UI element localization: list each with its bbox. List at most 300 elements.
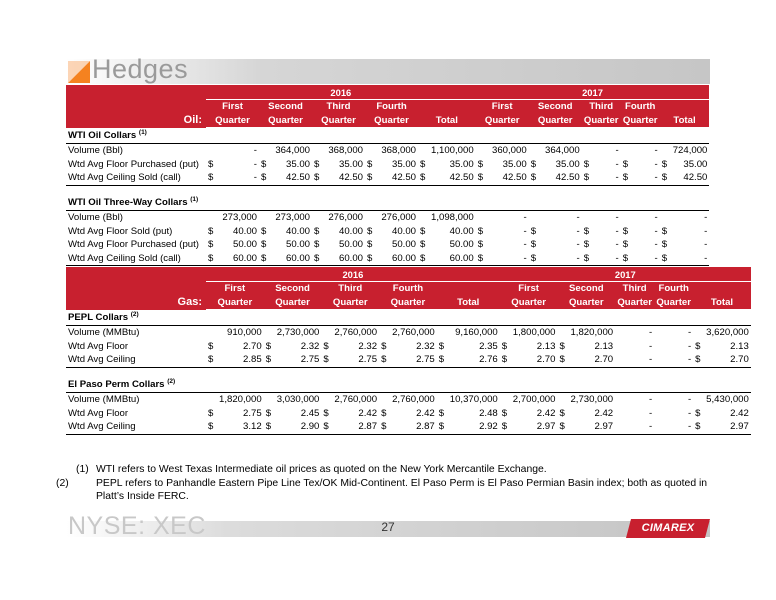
column-header — [437, 282, 500, 296]
value-cell: 2.48 — [479, 407, 498, 419]
footnote-number: (2) — [56, 478, 69, 489]
year-label: 2017 — [476, 85, 710, 100]
currency-symbol: $ — [582, 171, 593, 185]
value-cell: 3,030,000 — [276, 394, 320, 406]
currency-symbol: $ — [314, 158, 320, 170]
value-cell: 2.13 — [730, 340, 749, 352]
column-header: Quarter — [529, 113, 582, 128]
spacer-row — [66, 367, 751, 377]
section-title — [66, 195, 709, 211]
currency-symbol: $ — [529, 252, 540, 266]
currency-symbol — [615, 353, 626, 367]
currency-symbol: $ — [314, 239, 320, 251]
value-cell: - — [253, 158, 257, 170]
column-header: First — [476, 100, 529, 114]
value-cell: 2.87 — [390, 420, 437, 434]
currency-symbol: $ — [265, 340, 272, 352]
value-cell: 364,000 — [540, 144, 582, 158]
column-header: Second — [259, 100, 312, 114]
value-cell: - — [626, 326, 654, 340]
footnote-ref: (2) — [130, 311, 139, 319]
currency-symbol — [615, 392, 626, 406]
currency-symbol: $ — [695, 407, 701, 419]
column-header: Fourth — [654, 282, 693, 296]
currency-symbol: $ — [208, 407, 214, 419]
value-cell: - — [615, 158, 619, 170]
currency-symbol: $ — [661, 225, 668, 237]
section-title — [66, 128, 709, 144]
currency-symbol — [321, 326, 332, 340]
value-cell: 60.00 — [376, 252, 418, 266]
column-header: Quarter — [500, 295, 558, 310]
value-cell: 42.50 — [429, 171, 476, 185]
currency-symbol: $ — [261, 225, 267, 237]
gas-hedges-table — [66, 267, 751, 435]
row-label: Wtd Avg Floor Sold (put) — [68, 225, 173, 237]
year-label: 2017 — [500, 267, 751, 282]
currency-symbol: $ — [381, 407, 387, 419]
value-cell: 2.42 — [358, 407, 378, 419]
currency-symbol: $ — [621, 171, 632, 185]
column-header: Quarter — [264, 295, 322, 310]
column-header: Quarter — [621, 113, 660, 128]
currency-symbol — [206, 326, 217, 340]
currency-symbol — [693, 392, 704, 406]
footnote-ref: (2) — [167, 378, 176, 386]
column-header: Total — [437, 295, 500, 310]
currency-symbol: $ — [420, 158, 426, 170]
column-header: Second — [529, 100, 582, 114]
section-title-text: PEPL Collars — [68, 312, 129, 324]
value-cell: - — [626, 392, 654, 406]
value-cell: - — [487, 210, 529, 224]
currency-symbol: $ — [621, 252, 632, 266]
column-header: Third — [582, 100, 621, 114]
value-cell: 2,760,000 — [392, 327, 435, 339]
column-header: Quarter — [379, 295, 437, 310]
currency-symbol — [500, 326, 511, 340]
value-cell: 2.70 — [568, 353, 615, 367]
currency-symbol: $ — [264, 420, 275, 434]
row-label: Wtd Avg Ceiling Sold (call) — [66, 171, 206, 185]
column-header: Quarter — [615, 295, 654, 310]
value-cell: 2.90 — [275, 420, 322, 434]
value-cell: 50.00 — [338, 239, 363, 251]
value-cell: 273,000 — [217, 210, 259, 224]
table-corner-label: Oil: — [66, 113, 206, 128]
currency-symbol: $ — [265, 407, 272, 419]
year-label: 2016 — [206, 267, 500, 282]
currency-symbol: $ — [530, 158, 537, 170]
currency-symbol: $ — [208, 158, 214, 170]
value-cell: - — [593, 144, 621, 158]
currency-symbol — [660, 210, 671, 224]
value-cell: 42.50 — [540, 171, 582, 185]
currency-symbol — [654, 406, 665, 420]
value-cell: - — [632, 210, 660, 224]
currency-symbol: $ — [559, 340, 565, 352]
table-row — [66, 224, 709, 238]
column-header-row-bottom — [66, 113, 709, 128]
currency-symbol — [259, 210, 270, 224]
value-cell: 368,000 — [376, 144, 418, 158]
value-cell: 910,000 — [217, 326, 264, 340]
value-cell: 3.12 — [217, 420, 264, 434]
value-cell: 2.42 — [536, 407, 556, 419]
section-title-text: El Paso Perm Collars — [68, 379, 165, 391]
value-cell: - — [654, 239, 658, 251]
value-cell: 2,760,000 — [334, 327, 378, 339]
section-title — [66, 377, 751, 393]
currency-symbol: $ — [208, 340, 214, 352]
currency-symbol: $ — [661, 239, 668, 251]
currency-symbol: $ — [206, 420, 217, 434]
currency-symbol: $ — [321, 420, 332, 434]
currency-symbol: $ — [476, 171, 487, 185]
column-header: Second — [557, 282, 615, 296]
column-header: Fourth — [621, 100, 660, 114]
currency-symbol: $ — [208, 225, 214, 237]
currency-symbol: $ — [208, 239, 214, 251]
value-cell: 3,620,000 — [706, 327, 749, 339]
currency-symbol: $ — [420, 239, 426, 251]
value-cell: - — [576, 239, 580, 251]
value-cell: 2,700,000 — [512, 394, 556, 406]
column-header: Third — [321, 282, 379, 296]
value-cell: - — [615, 225, 619, 237]
currency-symbol: $ — [661, 158, 668, 170]
row-label: Wtd Avg Ceiling — [66, 353, 206, 367]
value-cell: 2.97 — [511, 420, 558, 434]
value-cell: - — [687, 340, 692, 352]
currency-symbol: $ — [438, 340, 445, 352]
currency-symbol: $ — [312, 252, 323, 266]
currency-symbol: $ — [379, 420, 390, 434]
column-header: First — [500, 282, 558, 296]
orange-triangle-icon — [68, 61, 90, 83]
currency-symbol: $ — [314, 225, 320, 237]
currency-symbol: $ — [622, 239, 629, 251]
value-cell: 2.42 — [730, 407, 749, 419]
value-cell: 42.50 — [376, 171, 418, 185]
value-cell: - — [687, 407, 692, 419]
currency-symbol: $ — [622, 225, 629, 237]
value-cell: 35.00 — [338, 158, 363, 170]
currency-symbol — [557, 392, 568, 406]
column-header: Total — [693, 295, 751, 310]
currency-symbol: $ — [379, 353, 390, 367]
column-header: Quarter — [654, 295, 693, 310]
value-cell: - — [665, 420, 693, 434]
value-cell: 35.00 — [683, 158, 708, 170]
value-cell: 273,000 — [270, 210, 312, 224]
value-cell: - — [704, 225, 708, 237]
currency-symbol: $ — [323, 407, 329, 419]
currency-symbol — [312, 210, 323, 224]
row-label: Volume (Bbl) — [66, 210, 206, 224]
currency-symbol: $ — [501, 407, 508, 419]
value-cell: 40.00 — [285, 225, 310, 237]
currency-symbol — [582, 210, 593, 224]
currency-symbol: $ — [261, 158, 267, 170]
footnote-number: (1) — [76, 464, 89, 475]
column-header-row-top — [66, 100, 709, 114]
currency-symbol: $ — [582, 252, 593, 266]
footnote-text: PEPL refers to Panhandle Eastern Pipe Line Tex/OK Mid-Continent. El Paso Perm is El Paso Permian Basin index; both as quoted in Platt’s Inside FERC. — [96, 478, 708, 502]
value-cell: 2.32 — [300, 340, 320, 352]
currency-symbol: $ — [206, 252, 217, 266]
value-cell: 1,100,000 — [431, 145, 474, 157]
currency-symbol: $ — [418, 171, 429, 185]
footnote-ref: (1) — [190, 196, 199, 204]
value-cell: 2.70 — [704, 353, 751, 367]
column-header: Second — [264, 282, 322, 296]
currency-symbol — [476, 210, 487, 224]
currency-symbol: $ — [259, 171, 270, 185]
value-cell: - — [593, 252, 621, 266]
currency-symbol — [660, 144, 671, 158]
table-row — [66, 340, 751, 354]
column-header: Third — [312, 100, 365, 114]
year-header-row — [66, 85, 709, 100]
column-header: Quarter — [312, 113, 365, 128]
currency-symbol: $ — [477, 225, 484, 237]
value-cell: 40.00 — [449, 225, 474, 237]
currency-symbol: $ — [420, 225, 426, 237]
footnote-text: WTI refers to West Texas Intermediate oil prices as quoted on the New York Mercantile Exchange. — [96, 464, 547, 475]
spacer-cell — [66, 367, 751, 377]
currency-symbol: $ — [365, 252, 376, 266]
column-header: Fourth — [379, 282, 437, 296]
value-cell: 2.42 — [416, 407, 435, 419]
value-cell: 42.50 — [671, 171, 710, 185]
currency-symbol: $ — [695, 340, 701, 352]
currency-symbol: $ — [367, 225, 373, 237]
row-label: Wtd Avg Ceiling Sold (call) — [66, 252, 206, 266]
table-row — [66, 353, 751, 367]
value-cell: 50.00 — [449, 239, 474, 251]
value-cell: 2.97 — [568, 420, 615, 434]
value-cell: - — [671, 210, 710, 224]
value-cell: 60.00 — [270, 252, 312, 266]
currency-symbol: $ — [559, 407, 565, 419]
header-cell — [66, 282, 206, 296]
value-cell: - — [593, 171, 621, 185]
currency-symbol — [418, 210, 429, 224]
value-cell: - — [632, 252, 660, 266]
currency-symbol: $ — [660, 252, 671, 266]
value-cell: 2.45 — [300, 407, 320, 419]
column-header — [693, 282, 751, 296]
currency-symbol — [264, 392, 275, 406]
column-header: Quarter — [365, 113, 418, 128]
section-title-row — [66, 310, 751, 326]
value-cell: 35.00 — [391, 158, 416, 170]
column-header-row-bottom — [66, 295, 751, 310]
column-header: Quarter — [206, 113, 259, 128]
value-cell: - — [593, 210, 621, 224]
row-label: Volume (MMBtu) — [66, 392, 206, 406]
value-cell: 2,730,000 — [570, 394, 614, 406]
value-cell: 368,000 — [323, 144, 365, 158]
value-cell: - — [615, 239, 619, 251]
currency-symbol: $ — [323, 340, 329, 352]
value-cell: 364,000 — [270, 144, 312, 158]
value-cell: - — [665, 326, 693, 340]
value-cell: 35.00 — [449, 158, 474, 170]
section-title — [66, 310, 751, 326]
currency-symbol: $ — [693, 353, 704, 367]
currency-symbol: $ — [501, 340, 508, 352]
table-row — [66, 144, 709, 158]
value-cell: 40.00 — [232, 225, 257, 237]
value-cell: 2,760,000 — [392, 394, 435, 406]
value-cell: 2.42 — [594, 407, 614, 419]
header-cell — [66, 100, 206, 114]
stock-ticker: NYSE: XEC — [68, 512, 206, 540]
value-cell: - — [654, 158, 658, 170]
value-cell: 40.00 — [338, 225, 363, 237]
value-cell: - — [671, 252, 710, 266]
currency-symbol — [693, 326, 704, 340]
value-cell: - — [523, 225, 527, 237]
column-header: Quarter — [321, 295, 379, 310]
value-cell: 50.00 — [391, 239, 416, 251]
value-cell: - — [540, 252, 582, 266]
currency-symbol — [582, 144, 593, 158]
footnote-1 — [76, 463, 716, 476]
spacer-row — [66, 185, 709, 195]
footnote-ref: (1) — [138, 129, 147, 137]
table-row — [66, 392, 751, 406]
value-cell: 276,000 — [376, 210, 418, 224]
year-label: 2016 — [206, 85, 476, 100]
value-cell: 42.50 — [487, 171, 529, 185]
value-cell: 10,370,000 — [449, 394, 498, 406]
header-cell — [66, 85, 206, 100]
value-cell: - — [648, 407, 653, 419]
currency-symbol — [312, 144, 323, 158]
currency-symbol — [206, 392, 217, 406]
table-row — [66, 252, 709, 266]
value-cell: - — [654, 225, 658, 237]
currency-symbol: $ — [312, 171, 323, 185]
currency-symbol — [206, 144, 217, 158]
currency-symbol — [321, 392, 332, 406]
currency-symbol — [615, 340, 626, 354]
value-cell: 1,800,000 — [512, 327, 556, 339]
column-header: Quarter — [259, 113, 312, 128]
value-cell: 42.50 — [270, 171, 312, 185]
section-title-text: WTI Oil Three-Way Collars — [68, 197, 188, 209]
value-cell: - — [626, 353, 654, 367]
currency-symbol: $ — [206, 353, 217, 367]
table-row — [66, 171, 709, 185]
currency-symbol — [615, 420, 626, 434]
currency-symbol: $ — [557, 353, 568, 367]
value-cell: - — [217, 144, 259, 158]
currency-symbol: $ — [693, 420, 704, 434]
oil-hedges-table — [66, 85, 709, 266]
value-cell: 2.97 — [704, 420, 751, 434]
currency-symbol: $ — [206, 171, 217, 185]
section-title-row — [66, 377, 751, 393]
row-label: Wtd Avg Floor — [68, 407, 129, 419]
footnote-2 — [56, 477, 716, 503]
table-corner-label: Gas: — [66, 295, 206, 310]
currency-symbol — [379, 326, 390, 340]
currency-symbol — [615, 326, 626, 340]
currency-symbol — [621, 210, 632, 224]
value-cell: 60.00 — [217, 252, 259, 266]
company-logo — [626, 519, 710, 538]
currency-symbol — [654, 392, 665, 406]
column-header: Quarter — [582, 113, 621, 128]
brand-name: CIMAREX — [641, 522, 695, 534]
value-cell: 2.70 — [243, 340, 262, 352]
value-cell: 60.00 — [429, 252, 476, 266]
value-cell: - — [704, 239, 708, 251]
table-row — [66, 238, 709, 252]
column-header: First — [206, 100, 259, 114]
value-cell: 5,430,000 — [706, 394, 749, 406]
currency-symbol: $ — [622, 158, 629, 170]
value-cell: 276,000 — [323, 210, 365, 224]
value-cell: 2.35 — [479, 340, 498, 352]
currency-symbol: $ — [259, 252, 270, 266]
currency-symbol — [654, 353, 665, 367]
spacer-cell — [66, 185, 709, 195]
column-header: First — [206, 282, 264, 296]
currency-symbol — [418, 144, 429, 158]
value-cell: 35.00 — [285, 158, 310, 170]
value-cell: - — [217, 171, 259, 185]
value-cell: 40.00 — [391, 225, 416, 237]
currency-symbol: $ — [500, 420, 511, 434]
value-cell: 2,760,000 — [334, 394, 378, 406]
value-cell: 2.75 — [390, 353, 437, 367]
value-cell: - — [487, 252, 529, 266]
currency-symbol — [557, 326, 568, 340]
column-header — [418, 100, 476, 114]
currency-symbol — [206, 210, 217, 224]
table-row — [66, 420, 751, 434]
value-cell: 2.87 — [332, 420, 379, 434]
currency-symbol — [437, 392, 448, 406]
column-header: Quarter — [206, 295, 264, 310]
value-cell: 2.85 — [217, 353, 264, 367]
column-header: Third — [615, 282, 654, 296]
value-cell: - — [523, 239, 527, 251]
value-cell: 2.75 — [243, 407, 262, 419]
value-cell: - — [665, 392, 693, 406]
currency-symbol: $ — [367, 158, 373, 170]
currency-symbol — [259, 144, 270, 158]
currency-symbol: $ — [500, 353, 511, 367]
section-title-row — [66, 195, 709, 211]
value-cell: 50.00 — [285, 239, 310, 251]
row-label: Wtd Avg Floor Purchased (put) — [68, 239, 199, 251]
currency-symbol — [654, 340, 665, 354]
value-cell: 360,000 — [487, 144, 529, 158]
row-label: Volume (MMBtu) — [66, 326, 206, 340]
column-header: Quarter — [476, 113, 529, 128]
currency-symbol: $ — [530, 225, 537, 237]
table-row — [66, 326, 751, 340]
value-cell: - — [632, 171, 660, 185]
value-cell: 9,160,000 — [448, 326, 500, 340]
currency-symbol: $ — [261, 239, 267, 251]
